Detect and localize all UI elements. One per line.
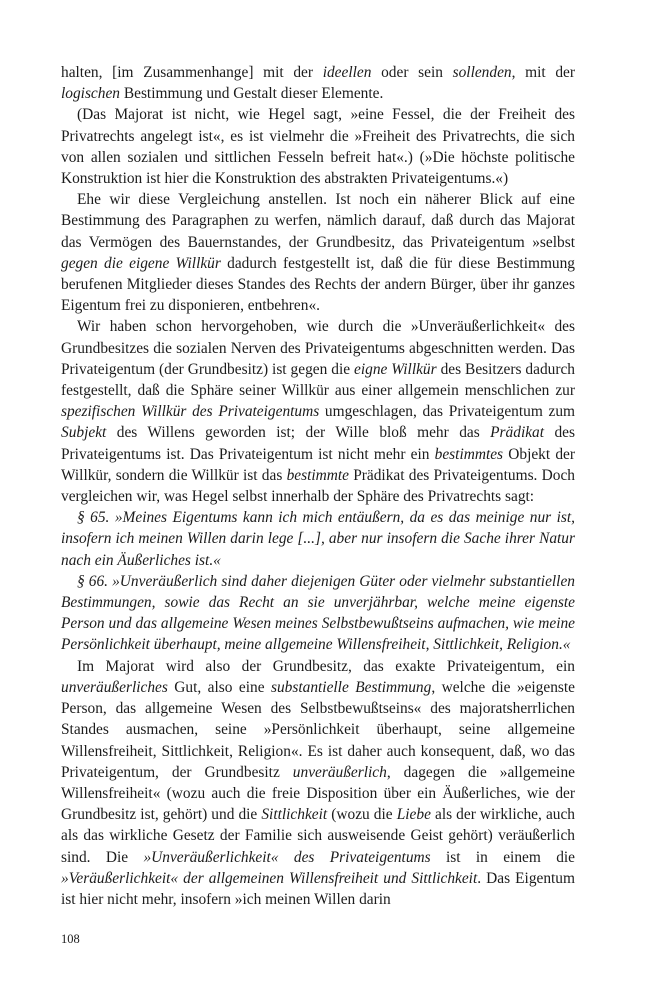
page-number: 108 [61, 932, 80, 946]
italic-text: spezifischen Willkür des Privateigentums [61, 403, 320, 421]
italic-text: bestimmte [286, 466, 349, 484]
text-run: dadurch festgestellt ist, daß die für diese Bestimmung berufenen Mitglieder dieses Standes des Rechts der andern Bürger, über ihr ganzes Eigentum frei zu disponieren, entbehren«. [61, 254, 576, 315]
text-run: des Privateigentums ist. Das Privateigentum ist nicht mehr ein [61, 424, 575, 463]
italic-text: substantielle Bestimmung [270, 678, 432, 696]
text-run: Objekt der Willkür, sondern die Willkür ist das [61, 445, 575, 484]
italic-text: »Veräußerlichkeit« der allgemeinen Willensfreiheit und Sittlichkeit [61, 869, 478, 887]
text-run: (Das Majorat ist nicht, wie Hegel sagt, »eine Fessel, die der Freiheit des Privatrechts angelegt ist«, es ist vielmehr die »Freiheit des Privatrechts, die sich von allen sozialen und sittlichen Fesseln befreit hat«.) (»Die höchste politische Konstruktion ist hier die Konstruktion des abstrakten Privateigentums.«) [61, 106, 575, 188]
text-run: des Besitzers dadurch festgestellt, daß die Sphäre seiner Willkür aus einer allgemein menschlichen zur [61, 360, 576, 400]
italic-text: Prädikat [490, 424, 545, 442]
italic-text: sollenden [452, 64, 512, 81]
text-run: des Willens geworden ist; der Wille bloß mehr das [106, 424, 491, 442]
italic-text: unveräußerlich [292, 763, 387, 781]
paragraph [61, 316, 575, 507]
text-run: halten, [im Zusammenhange] mit der [61, 64, 323, 81]
text-run: Gut, also eine [167, 678, 271, 696]
text-run: Ehe wir diese Vergleichung anstellen. Ist noch ein näherer Blick auf eine Bestimmung des Paragraphen zu werfen, nämlich darauf, daß durch das Majorat das Vermögen des Bauernstandes, der Grundbesitz, das Privateigentum »selbst [61, 191, 575, 251]
italic-text: ideellen [322, 64, 372, 81]
italic-text: »Unveräußerlichkeit« des Privateigentums [143, 848, 431, 866]
italic-text: gegen die eigene Willkür [61, 254, 221, 272]
italic-text: Sittlichkeit [261, 806, 328, 824]
text-run: Im Majorat wird also der Grundbesitz, das exakte Privateigentum, ein [77, 657, 575, 675]
text-run: , mit der [511, 64, 576, 81]
text-run: als der wirkliche, auch als das wirkliche Gesetz der Familie sich ausweisende Geist gehört) veräußerlich sind. Die [61, 806, 575, 866]
text-run: oder sein [371, 64, 453, 81]
paragraph [61, 571, 575, 656]
text-run: umgeschlagen, das Privateigentum zum [319, 403, 575, 421]
text-run: Bestimmung und Gestalt dieser Elemente. [120, 85, 384, 103]
paragraph [61, 656, 575, 910]
paragraph [61, 62, 575, 104]
italic-text: bestimmtes [434, 445, 504, 463]
text-run: § 66. »Unveräußerlich sind daher diejenigen Güter oder vielmehr substantiellen Bestimmungen, sowie das Recht an sie unverjährbar, welche meine eigenste Person und das allgemeine Wesen meines Selbstbewußtseins aufmachen, wie meine Persönlichkeit überhaupt, meine allgemeine Willensfreiheit, Sittlichkeit, Religion.« [61, 572, 575, 654]
text-run: . Das Eigentum ist hier nicht mehr, insofern »ich meinen Willen darin [61, 869, 575, 908]
italic-text: unveräußerliches [61, 678, 168, 696]
page-body [61, 62, 575, 910]
paragraph [61, 189, 575, 316]
paragraph [61, 507, 575, 571]
italic-text: eigne Willkür [354, 360, 437, 378]
text-run: Prädikat des Privateigentums. Doch vergleichen wir, was Hegel selbst innerhalb der Sphäre des Privatrechts sagt: [61, 466, 575, 506]
paragraph [61, 104, 575, 189]
italic-text: logischen [61, 85, 120, 103]
text-run: , welche die »eigenste Person, das allgemeine Wesen des Selbstbewußtseins« des majoratsherrlichen Standes ausmachen, seine »Persönlichkeit überhaupt, seine allgemeine Willensfreiheit, Sittlichkeit, Religion«. Es ist daher auch konsequent, daß, wo das Privateigentum, der Grundbesitz [61, 678, 575, 781]
italic-text: Liebe [396, 806, 431, 824]
text-run: Wir haben schon hervorgehoben, wie durch die »Unveräußerlichkeit« des Grundbesitzes die sozialen Nerven des Privateigentums abgeschnitten werden. Das Privateigentum (der Grundbesitz) ist gegen die [61, 318, 575, 378]
text-run: , dagegen die »allgemeine Willensfreiheit« (wozu auch die freie Disposition über ein Äußerliches, wie der Grundbesitz ist, gehört) und die [61, 763, 575, 824]
text-run: ist in einem die [430, 848, 575, 866]
text-run: § 65. »Meines Eigentums kann ich mich entäußern, da es das meinige nur ist, insofern ich meinen Willen darin lege [...], aber nur insofern die Sache ihrer Natur nach ein Äußerliches ist.« [61, 509, 575, 569]
italic-text: Subjekt [61, 424, 107, 442]
text-run: (wozu die [327, 806, 397, 824]
